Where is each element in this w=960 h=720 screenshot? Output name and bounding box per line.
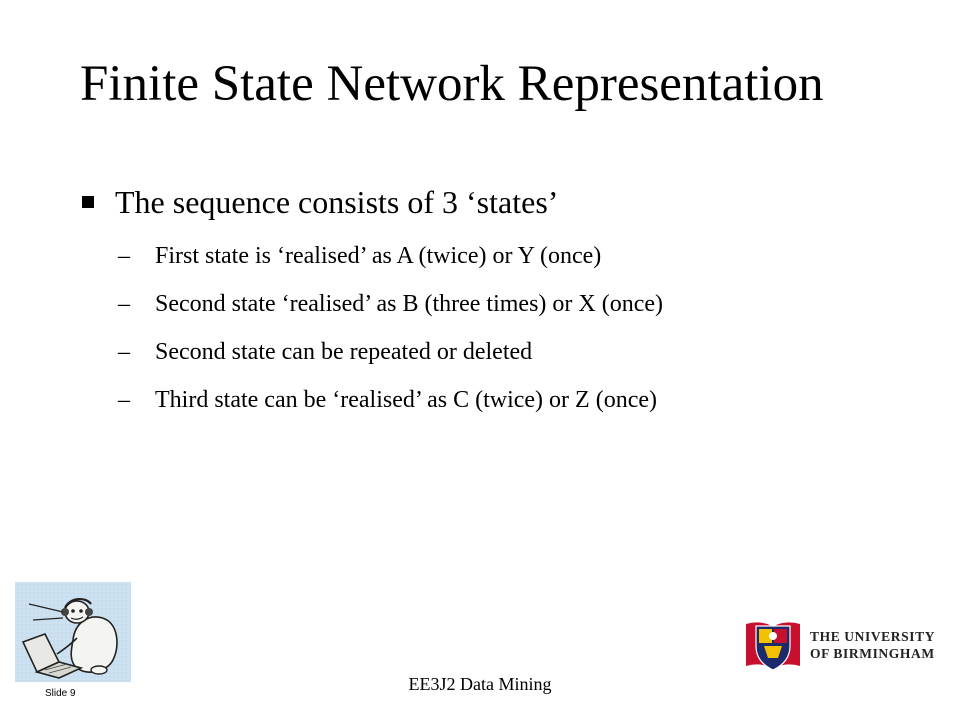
sub-bullet-list <box>118 232 898 424</box>
logo-wordmark <box>810 628 935 662</box>
bullet-item <box>82 180 558 224</box>
sub-bullet-item <box>118 328 898 376</box>
slide-title: Finite State Network Representation <box>80 56 824 112</box>
cartoon-laptop-figure-image <box>15 582 131 682</box>
sub-bullet-item <box>118 280 898 328</box>
footer-course-title: EE3J2 Data Mining <box>408 674 552 694</box>
logo-line-2: OF BIRMINGHAM <box>810 646 935 661</box>
dash-marker: – <box>118 338 130 365</box>
university-logo <box>744 617 944 673</box>
bullet-text: The sequence consists of 3 ‘states’ <box>115 183 559 220</box>
university-crest-icon <box>744 618 802 672</box>
sub-bullet-text: Second state can be repeated or deleted <box>155 338 533 365</box>
sub-bullet-text: First state is ‘realised’ as A (twice) or Y (once) <box>155 242 602 269</box>
square-bullet-icon <box>82 196 94 208</box>
sub-bullet-text: Second state ‘realised’ as B (three times) or X (once) <box>155 290 664 317</box>
logo-line-1: THE UNIVERSITY <box>810 629 936 644</box>
slide-number: Slide 9 <box>45 688 76 699</box>
dash-marker: – <box>118 290 130 317</box>
sub-bullet-item <box>118 376 898 424</box>
dash-marker: – <box>118 242 130 269</box>
sub-bullet-item <box>118 232 898 280</box>
sub-bullet-text: Third state can be ‘realised’ as C (twice) or Z (once) <box>155 386 657 413</box>
dash-marker: – <box>118 386 130 413</box>
